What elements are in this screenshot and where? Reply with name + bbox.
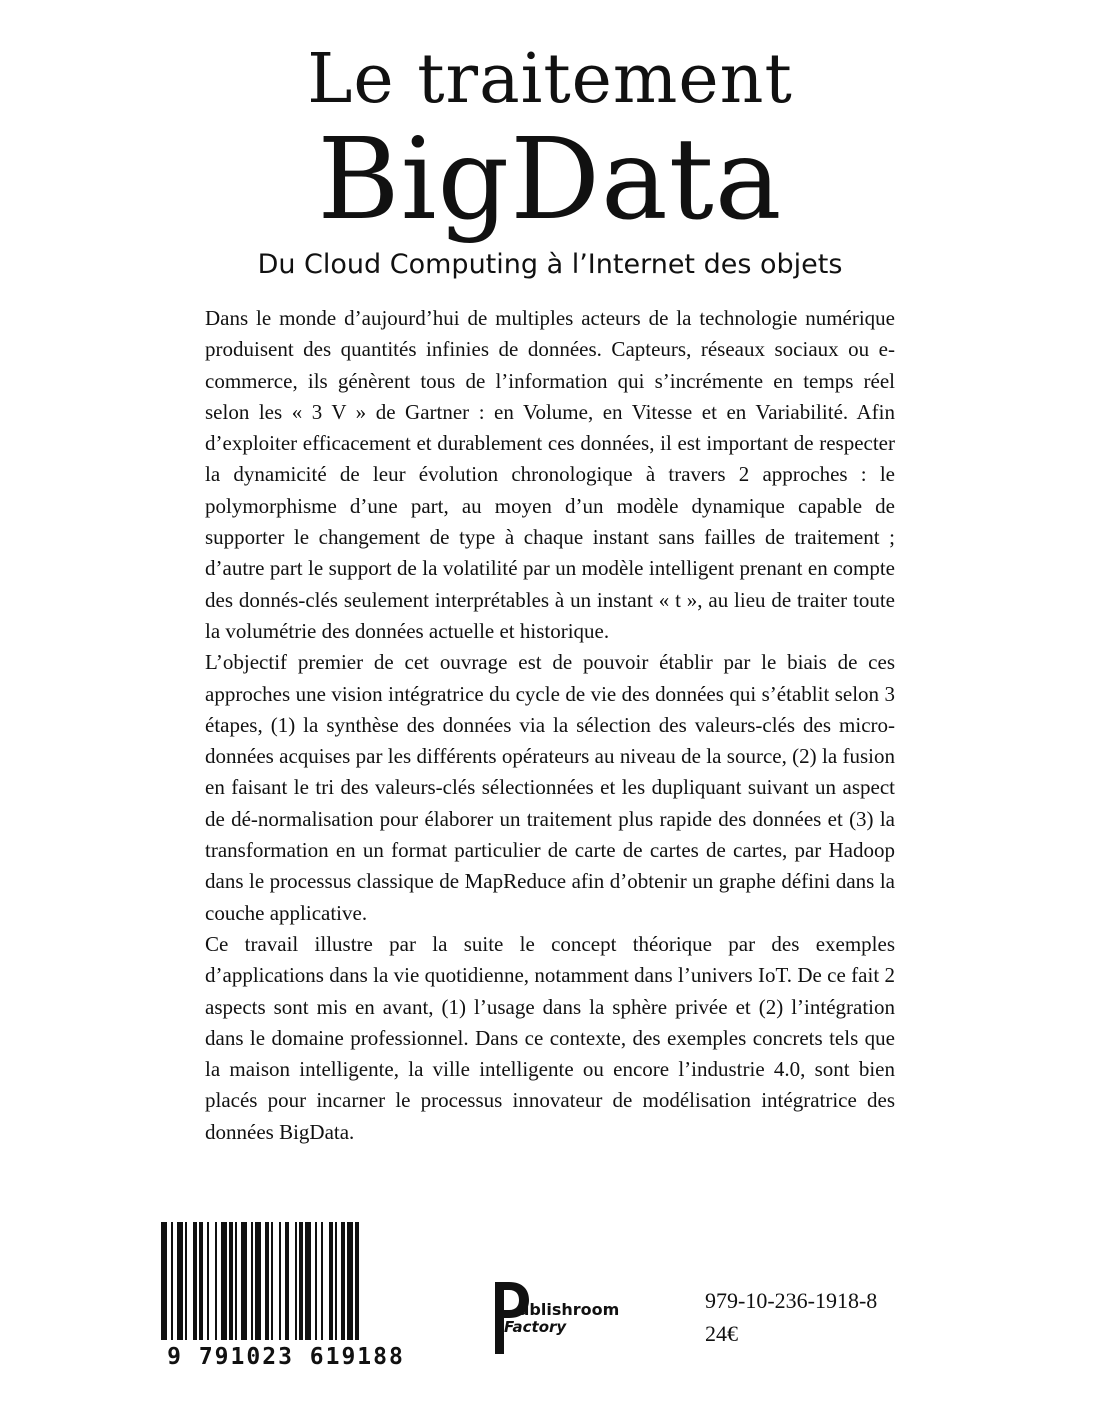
paragraph-1: Dans le monde d’aujourd’hui de multiples acteurs de la technologie numérique produisent des quantités infinies de données. Capteurs, réseaux sociaux ou e-commerce, ils génèrent tous de l’information qui s’incrémente en temps réel selon les « 3 V » de Gartner : en Volume, en Vitesse et en Variabilité. Afin d’exploiter efficacement et durablement ces données, il est important de respecter la dynamicité de leur évolution chronologique à travers 2 approches : le polymorphisme d’une part, au moyen d’un modèle dynamique capable de supporter le changement de type à chaque instant sans failles de traitement ; d’autre part le support de la volatilité par un modèle intelligent prenant en compte des donnés-clés seulement interprétables à un instant « t », au lieu de traiter toute la volumétrie des données actuelle et historique. [205, 306, 895, 643]
barcode-bar [207, 1222, 209, 1342]
title-line-2: BigData [317, 115, 783, 245]
barcode-bar [279, 1222, 281, 1342]
barcode-bar [321, 1222, 323, 1342]
barcode-bar [235, 1222, 237, 1342]
barcode-bar [251, 1222, 253, 1342]
barcode-bar [347, 1222, 353, 1342]
barcode-bar [315, 1222, 317, 1342]
barcode-bar [215, 1222, 217, 1342]
barcode-icon [155, 1222, 417, 1370]
isbn: 979-10-236-1918-8 [705, 1288, 878, 1313]
barcode-bar [221, 1222, 227, 1342]
barcode-bar [341, 1222, 345, 1342]
barcode-bar [241, 1222, 247, 1342]
paragraph-3: Ce travail illustre par la suite le concept théorique par des exemples d’applications dans la vie quotidienne, notamment dans l’univers IoT. De ce fait 2 aspects sont mis en avant, (1) l’usage dans la sphère privée et (2) l’intégration dans le domaine professionnel. Dans ce contexte, des exemples concrets tels que la maison intelligente, la ville intelligente ou encore l’industrie 4.0, sont bien placés pour incarner le processus innovateur de modélisation intégratrice des données BigData. [205, 931, 895, 1144]
barcode-bar [329, 1222, 333, 1342]
barcode-bar [229, 1222, 233, 1342]
barcode-bar [299, 1222, 303, 1342]
price: 24€ [705, 1321, 738, 1346]
barcode-bar [285, 1222, 289, 1342]
back-cover-text [205, 303, 895, 1148]
publisher-name: ublishroom [518, 1300, 620, 1319]
publishroom-logo-icon [495, 1282, 635, 1362]
barcode-bar [255, 1222, 261, 1342]
paragraph-2: L’objectif premier de cet ouvrage est de pouvoir établir par le biais de ces approches une vision intégratrice du cycle de vie des données qui s’établit selon 3 étapes, (1) la synthèse des données via la sélection des valeurs-clés des micro-données acquises par les différents opérateurs au niveau de la source, (2) la fusion en faisant le tri des valeurs-clés sélectionnées et les dupliquant suivant un aspect de dé-normalisation pour élaborer un traitement plus rapide des données et (3) la transformation en un format particulier de carte de cartes de cartes, par Hadoop dans le processus classique de MapReduce afin d’obtenir un graphe défini dans la couche applicative. [205, 650, 895, 925]
barcode-bar [199, 1222, 203, 1342]
publisher-subname: Factory [504, 1318, 567, 1336]
barcode-bar [271, 1222, 273, 1342]
barcode-bar [305, 1222, 311, 1342]
barcode-bar [185, 1222, 187, 1342]
barcode-bar [335, 1222, 337, 1342]
barcode-digits: 9 791023 619188 [167, 1344, 405, 1370]
barcode-bar [295, 1222, 297, 1342]
subtitle: Du Cloud Computing à l’Internet des objets [257, 249, 843, 280]
title-line-1: Le traitement [307, 40, 793, 119]
barcode-bar [177, 1222, 183, 1342]
barcode-bar [193, 1222, 197, 1342]
